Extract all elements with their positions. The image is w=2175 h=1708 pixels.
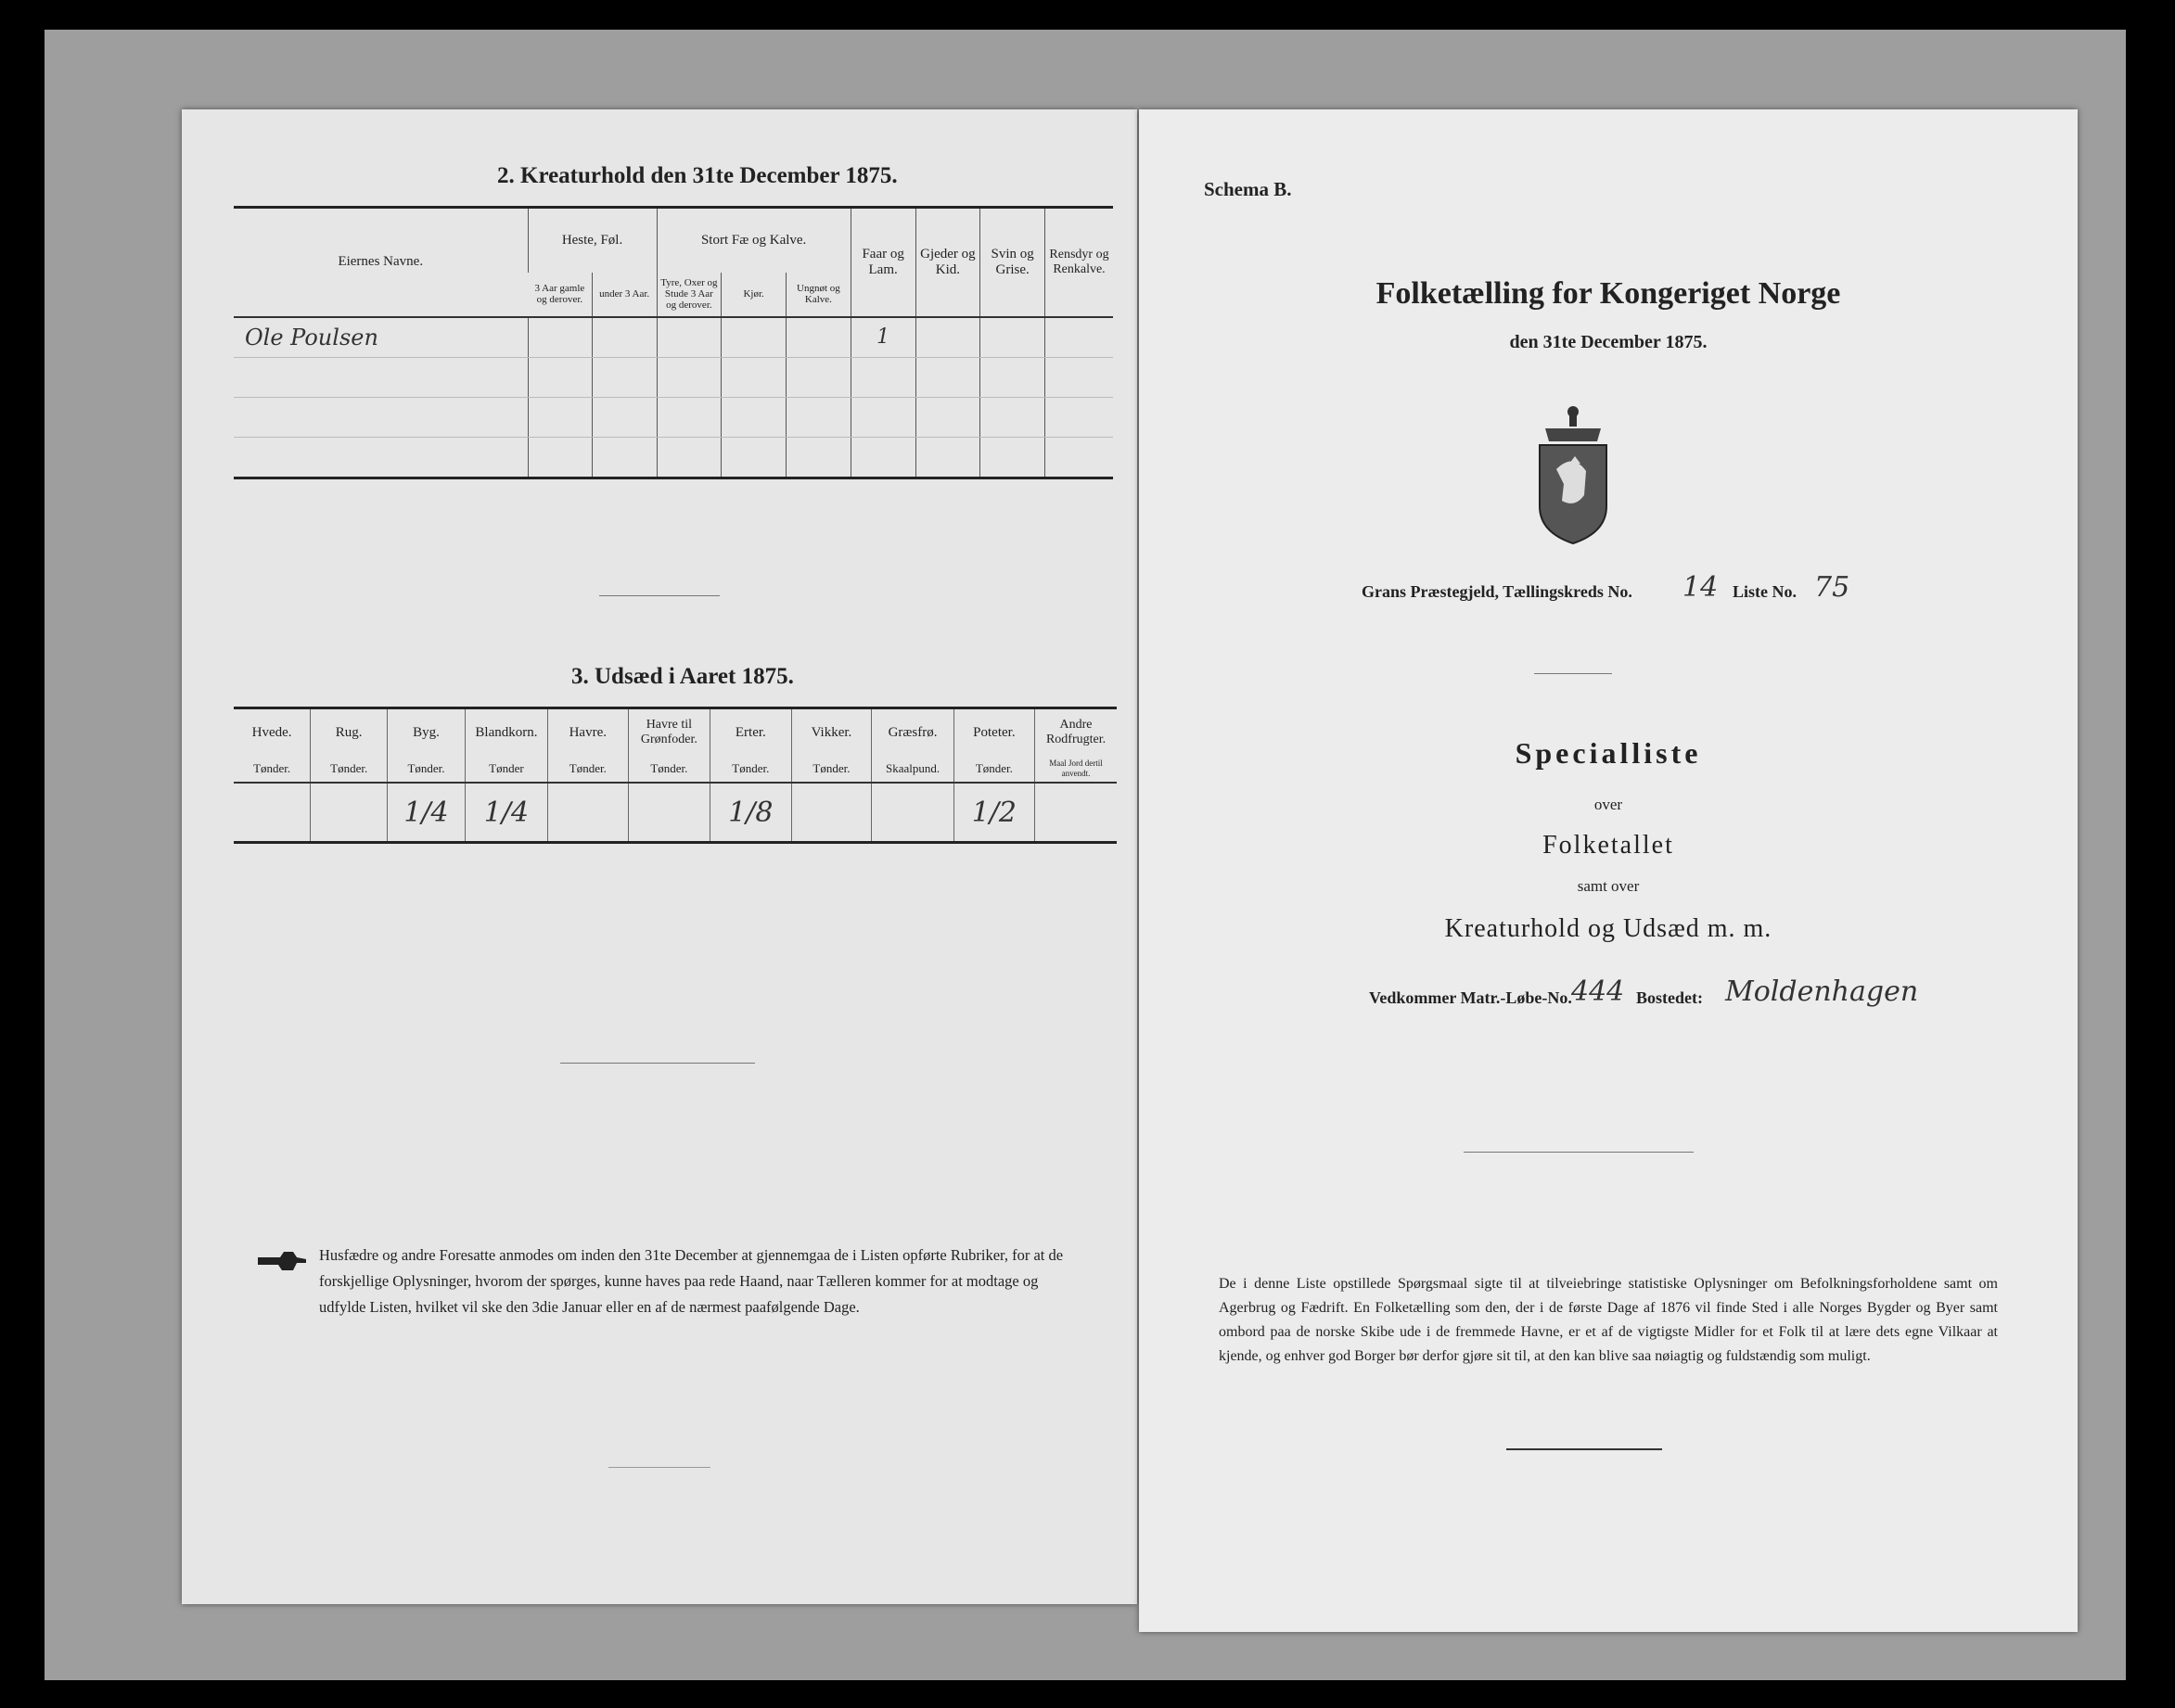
section2-title: 2. Kreaturhold den 31te December 1875. <box>497 163 898 188</box>
unit-label: Tønder. <box>628 756 710 783</box>
liste-label: Liste No. <box>1733 582 1797 601</box>
notice-text: Husfædre og andre Foresatte anmodes om inden den 31te December at gjennemgaa de i Listen opførte Rubriker, for at de forskjellige Oplysninger, hvorom der spørges, kunne haves paa rede Haand, naar Tælleren kommer for at modtage og udfylde Listen, hvilket vil ske den 3die Januar eller en af de nærmest paafølgende Dage. <box>319 1246 1064 1316</box>
table-cell <box>980 357 1045 397</box>
matr-number: 444 <box>1571 975 1625 1008</box>
table-cell <box>851 437 915 478</box>
table-cell <box>1045 317 1113 358</box>
horses-under3-header: under 3 Aar. <box>592 273 657 317</box>
table-cell <box>657 437 722 478</box>
oats-header: Havre. <box>548 708 629 757</box>
table-cell <box>528 317 592 358</box>
table-cell <box>528 437 592 478</box>
potatoes-header: Poteter. <box>953 708 1034 757</box>
footer-text: De i denne Liste opstillede Spørgsmaal sigte til at tilveiebringe statistiske Oplysninger om Befolkningsforholdene samt om Agerbrug og Fædrift. En Folketælling som den, der i de første Dage af 1876 vil finde Sted i alle Norges Bygder og Byer samt ombord paa de norske Skibe ude i de fremmede Havne, er et af de vigtigste Midler for et Folk til at lære dets egne Vilkaar at kjende, og enhver god Borger bør derfor gjøre sit til, at den kan blive saa nøiagtig og fuldstændig som muligt. <box>1219 1276 1998 1364</box>
table-cell <box>980 317 1045 358</box>
table-cell <box>722 357 787 397</box>
divider <box>608 1467 710 1468</box>
wheat-header: Hvede. <box>234 708 311 757</box>
table-cell <box>628 783 710 843</box>
bosted-label: Bostedet: <box>1636 988 1703 1007</box>
table-cell <box>791 783 872 843</box>
unit-label: Tønder. <box>311 756 388 783</box>
table-row <box>234 783 1117 843</box>
schema-label: Schema B. <box>1204 178 1292 200</box>
table-cell <box>722 397 787 437</box>
divider <box>1506 1448 1662 1450</box>
table-cell <box>980 397 1045 437</box>
unit-label: Maal Jord dertil anvendt. <box>1035 756 1117 783</box>
table-cell <box>787 317 851 358</box>
table-cell <box>722 317 787 358</box>
unit-label: Tønder. <box>710 756 791 783</box>
table-row <box>234 397 1113 437</box>
table-cell <box>787 397 851 437</box>
mixed-grain-value: 1/4 <box>465 783 547 843</box>
table-cell <box>915 357 980 397</box>
samt-over-text: samt over <box>1577 877 1640 895</box>
root-crops-header: Andre Rodfrugter. <box>1035 708 1117 757</box>
divider <box>560 1063 755 1064</box>
rye-header: Rug. <box>311 708 388 757</box>
folketallet-text: Folketallet <box>1542 831 1674 860</box>
table-cell <box>787 437 851 478</box>
section3-title: 3. Udsæd i Aaret 1875. <box>571 664 794 689</box>
table-cell <box>851 357 915 397</box>
pigs-header: Svin og Grise. <box>980 208 1045 317</box>
sheep-cell: 1 <box>851 317 915 358</box>
parish-label: Grans Præstegjeld, Tællingskreds No. <box>1362 582 1632 601</box>
table-row <box>234 317 1113 358</box>
owner-cell <box>234 437 528 478</box>
sheep-header: Faar og Lam. <box>851 208 915 317</box>
table-cell <box>657 397 722 437</box>
specialliste-title: Specialliste <box>1515 736 1702 770</box>
bulls-header: Tyre, Oxer og Stude 3 Aar og derover. <box>657 273 722 317</box>
table-cell <box>722 437 787 478</box>
goats-header: Gjeder og Kid. <box>915 208 980 317</box>
green-fodder-header: Havre til Grønfoder. <box>628 708 710 757</box>
table-cell <box>1045 397 1113 437</box>
unit-label: Skaalpund. <box>872 756 953 783</box>
vetch-header: Vikker. <box>791 708 872 757</box>
unit-label: Tønder. <box>953 756 1034 783</box>
divider <box>1534 673 1612 674</box>
table-cell <box>1045 437 1113 478</box>
left-page <box>182 109 1137 1604</box>
census-date: den 31te December 1875. <box>1509 332 1708 352</box>
unit-label: Tønder. <box>548 756 629 783</box>
mixed-grain-header: Blandkorn. <box>465 708 547 757</box>
unit-label: Tønder <box>465 756 547 783</box>
coat-of-arms-icon <box>1529 404 1618 550</box>
right-page <box>1139 109 2078 1632</box>
matr-label: Vedkommer Matr.-Løbe-No. <box>1369 988 1572 1007</box>
reindeer-header: Rensdyr og Renkalve. <box>1045 208 1113 317</box>
divider <box>599 595 720 596</box>
owner-cell: Ole Poulsen <box>234 317 528 358</box>
table-cell <box>592 357 657 397</box>
table-cell <box>592 397 657 437</box>
over-text: over <box>1593 796 1623 813</box>
horses-group-header: Heste, Føl. <box>528 208 657 273</box>
table-cell <box>548 783 629 843</box>
table-cell <box>234 783 311 843</box>
barley-header: Byg. <box>388 708 466 757</box>
table-row <box>234 357 1113 397</box>
unit-label: Tønder. <box>791 756 872 783</box>
owner-header: Eiernes Navne. <box>234 208 528 317</box>
kreaturhold-text: Kreaturhold og Udsæd m. m. <box>1444 914 1772 943</box>
table-cell <box>915 437 980 478</box>
horses-3yr-header: 3 Aar gamle og derover. <box>528 273 592 317</box>
table-cell <box>915 397 980 437</box>
table-cell <box>915 317 980 358</box>
table-cell <box>1035 783 1117 843</box>
bosted-value: Moldenhagen <box>1725 975 1919 1008</box>
table-cell <box>528 397 592 437</box>
owner-cell <box>234 397 528 437</box>
unit-label: Tønder. <box>234 756 311 783</box>
table-cell <box>787 357 851 397</box>
table-cell <box>592 437 657 478</box>
potatoes-value: 1/2 <box>953 783 1034 843</box>
table-cell <box>592 317 657 358</box>
table-cell <box>872 783 953 843</box>
sowing-table <box>234 707 1117 844</box>
cows-header: Kjør. <box>722 273 787 317</box>
grass-seed-header: Græsfrø. <box>872 708 953 757</box>
table-cell <box>980 437 1045 478</box>
peas-value: 1/8 <box>710 783 791 843</box>
liste-number: 75 <box>1814 571 1850 604</box>
table-cell <box>657 317 722 358</box>
table-row <box>234 437 1113 478</box>
table-cell <box>1045 357 1113 397</box>
table-cell <box>528 357 592 397</box>
owner-cell <box>234 357 528 397</box>
table-cell <box>851 397 915 437</box>
table-cell <box>657 357 722 397</box>
calves-header: Ungnøt og Kalve. <box>787 273 851 317</box>
unit-label: Tønder. <box>388 756 466 783</box>
census-title: Folketælling for Kongeriget Norge <box>1375 276 1841 311</box>
peas-header: Erter. <box>710 708 791 757</box>
divider <box>1464 1152 1694 1153</box>
cattle-group-header: Stort Fæ og Kalve. <box>657 208 851 273</box>
table-cell <box>311 783 388 843</box>
barley-value: 1/4 <box>388 783 466 843</box>
livestock-table <box>234 206 1113 479</box>
kreds-number: 14 <box>1682 571 1719 604</box>
pointing-hand-icon <box>256 1248 308 1279</box>
